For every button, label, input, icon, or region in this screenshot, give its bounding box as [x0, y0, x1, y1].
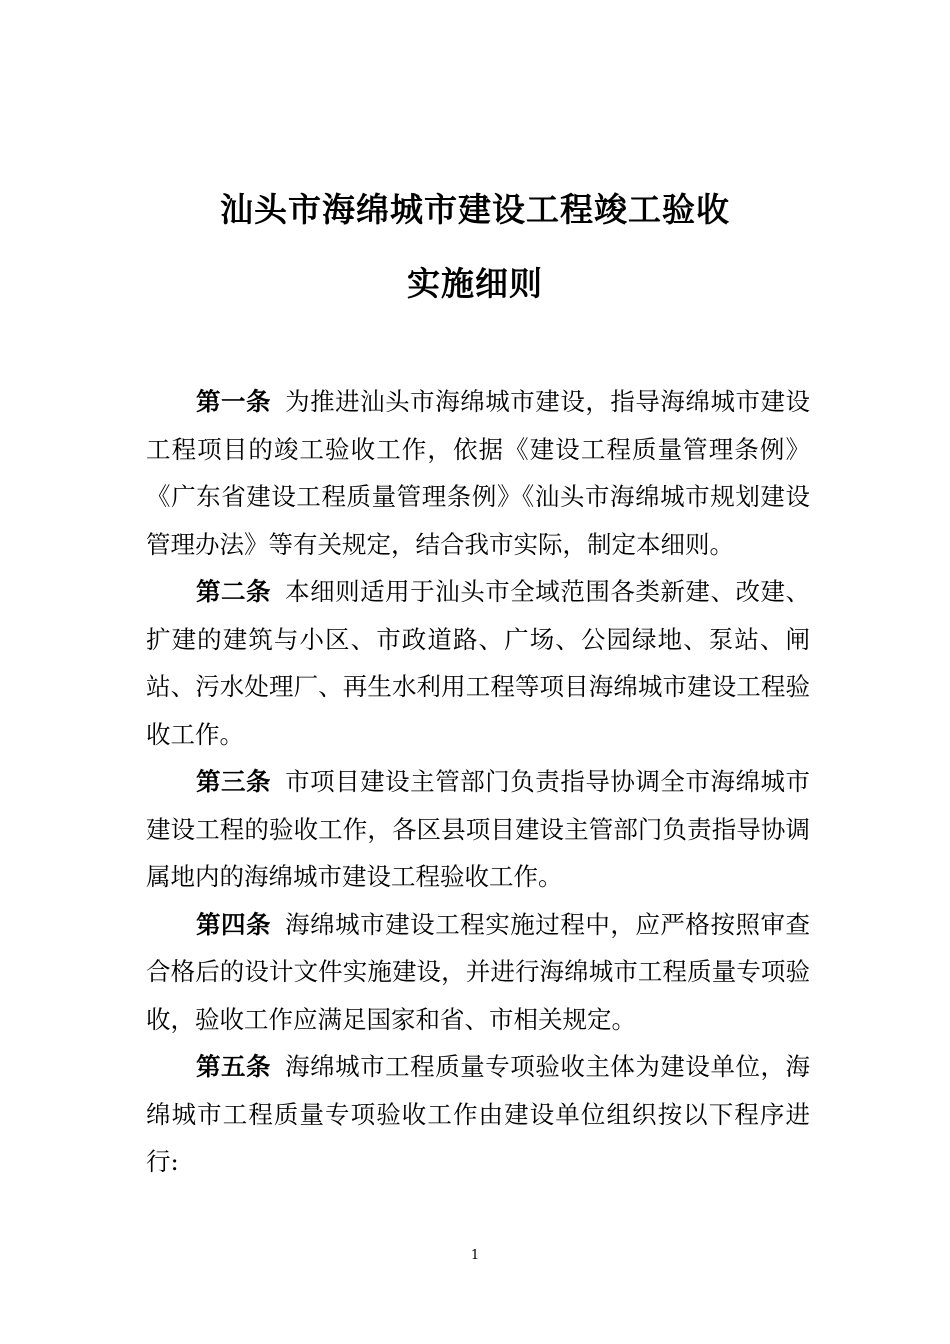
article-label-5: 第五条 — [196, 1052, 272, 1081]
article-label-4: 第四条 — [196, 909, 272, 939]
article-paragraph-5 — [146, 1043, 810, 1186]
document-title-line-2: 实施细则 — [407, 264, 543, 303]
article-text-2: 本细则适用于汕头市全域范围各类新建、改建、扩建的建筑与小区、市政道路、广场、公园绿地、泵站、闸站、污水处理厂、再生水利用工程等项目海绵城市建设工程验收工作。 — [146, 577, 811, 749]
article-label-3: 第三条 — [196, 767, 272, 796]
article-text-4: 海绵城市建设工程实施过程中，应严格按照审查合格后的设计文件实施建设，并进行海绵城市工程质量专项验收，验收工作应满足国家和省、市相关规定。 — [146, 909, 811, 1034]
article-paragraph-4 — [146, 901, 810, 1044]
page-number: 1 — [470, 1248, 480, 1263]
article-paragraph-2 — [146, 568, 810, 758]
document-body — [146, 378, 810, 1186]
article-label-1: 第一条 — [196, 387, 272, 416]
article-text-5: 海绵城市工程质量专项验收主体为建设单位，海绵城市工程质量专项验收工作由建设单位组织按以下程序进行: — [146, 1052, 811, 1176]
article-text-1: 为推进汕头市海绵城市建设，指导海绵城市建设工程项目的竣工验收工作，依据《建设工程质量管理条例》《广东省建设工程质量管理条例》《汕头市海绵城市规划建设管理办法》等有关规定，结合我市实际，制定本细则。 — [146, 387, 811, 559]
article-paragraph-1 — [146, 378, 810, 568]
article-label-2: 第二条 — [196, 577, 272, 606]
article-paragraph-3 — [146, 758, 810, 901]
article-text-3: 市项目建设主管部门负责指导协调全市海绵城市建设工程的验收工作，各区县项目建设主管部门负责指导协调属地内的海绵城市建设工程验收工作。 — [146, 767, 811, 891]
document-title-line-1: 汕头市海绵城市建设工程竣工验收 — [220, 190, 730, 229]
